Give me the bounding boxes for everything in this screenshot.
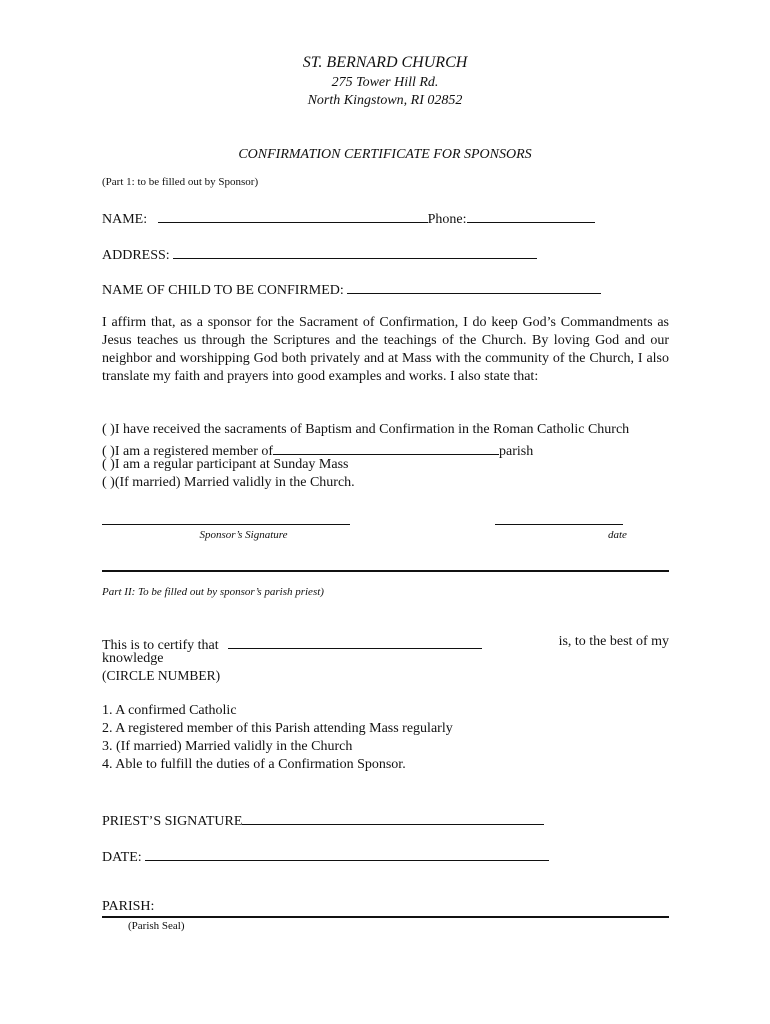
address-label: ADDRESS: xyxy=(102,248,170,263)
church-name: ST. BERNARD CHURCH xyxy=(302,54,468,71)
criteria-item-4[interactable]: 4. Able to fulfill the duties of a Confirmation Sponsor. xyxy=(102,757,406,772)
name-row xyxy=(102,208,595,228)
sponsor-signature-line[interactable] xyxy=(102,524,350,525)
address-field[interactable] xyxy=(173,244,537,259)
date-field[interactable] xyxy=(145,846,549,861)
phone-field[interactable] xyxy=(467,208,595,223)
parish-label: PARISH: xyxy=(102,899,155,914)
child-name-row xyxy=(102,279,601,299)
name-field[interactable] xyxy=(158,208,428,223)
certify-row xyxy=(102,634,669,654)
criteria-item-3[interactable]: 3. (If married) Married validly in the Church xyxy=(102,739,353,754)
phone-label: Phone: xyxy=(427,212,467,227)
date-label: date xyxy=(608,529,627,541)
sponsor-date-line[interactable] xyxy=(495,524,623,525)
form-title: CONFIRMATION CERTIFICATE FOR SPONSORS xyxy=(238,147,532,162)
part2-note: Part II: To be filled out by sponsor’s parish priest) xyxy=(102,586,324,598)
parish-seal-label: (Parish Seal) xyxy=(128,920,185,932)
child-name-field[interactable] xyxy=(347,279,601,294)
date-row xyxy=(102,846,549,866)
priest-signature-label: PRIEST’S SIGNATURE xyxy=(102,814,243,829)
criteria-item-2[interactable]: 2. A registered member of this Parish attending Mass regularly xyxy=(102,721,453,736)
date-field-label: DATE: xyxy=(102,850,142,865)
check-registered-member-suffix: parish xyxy=(499,444,534,459)
check-married-validly[interactable]: ( )(If married) Married validly in the Church. xyxy=(102,475,355,490)
priest-signature-field[interactable] xyxy=(242,810,544,825)
section-divider xyxy=(102,570,669,572)
check-sunday-mass[interactable]: ( )I am a regular participant at Sunday Mass xyxy=(102,457,349,472)
sponsor-signature-label: Sponsor’s Signature xyxy=(199,529,288,541)
part1-note: (Part 1: to be filled out by Sponsor) xyxy=(102,176,259,188)
affirmation-paragraph: I affirm that, as a sponsor for the Sacrament of Confirmation, I do keep God’s Commandments as Jesus teaches us through the Scriptures and the teachings of the Church. By loving God and our neighbor and worshipping God both privately and at Mass with the community of the Church, I also translate my faith and prayers into good examples and works. I also state that: xyxy=(102,315,669,384)
member-parish-field[interactable] xyxy=(273,440,499,455)
certify-text-suffix: is, to the best of my xyxy=(558,634,669,649)
criteria-item-1[interactable]: 1. A confirmed Catholic xyxy=(102,703,237,718)
child-name-label: NAME OF CHILD TO BE CONFIRMED: xyxy=(102,283,344,298)
priest-signature-row xyxy=(102,810,544,830)
check-registered-member-text: ( )I am a registered member of xyxy=(102,444,274,459)
certify-name-field[interactable] xyxy=(228,634,482,649)
church-address-line2: North Kingstown, RI 02852 xyxy=(307,93,463,108)
circle-number-note: (CIRCLE NUMBER) xyxy=(102,668,221,683)
certify-knowledge: knowledge xyxy=(102,651,164,666)
address-row xyxy=(102,244,537,264)
name-label: NAME: xyxy=(102,212,148,227)
check-sacraments[interactable]: ( )I have received the sacraments of Baptism and Confirmation in the Roman Catholic Church xyxy=(102,422,630,437)
parish-line[interactable] xyxy=(102,916,669,918)
church-address-line1: 275 Tower Hill Rd. xyxy=(331,75,439,90)
certify-text-prefix: This is to certify that xyxy=(102,638,219,653)
